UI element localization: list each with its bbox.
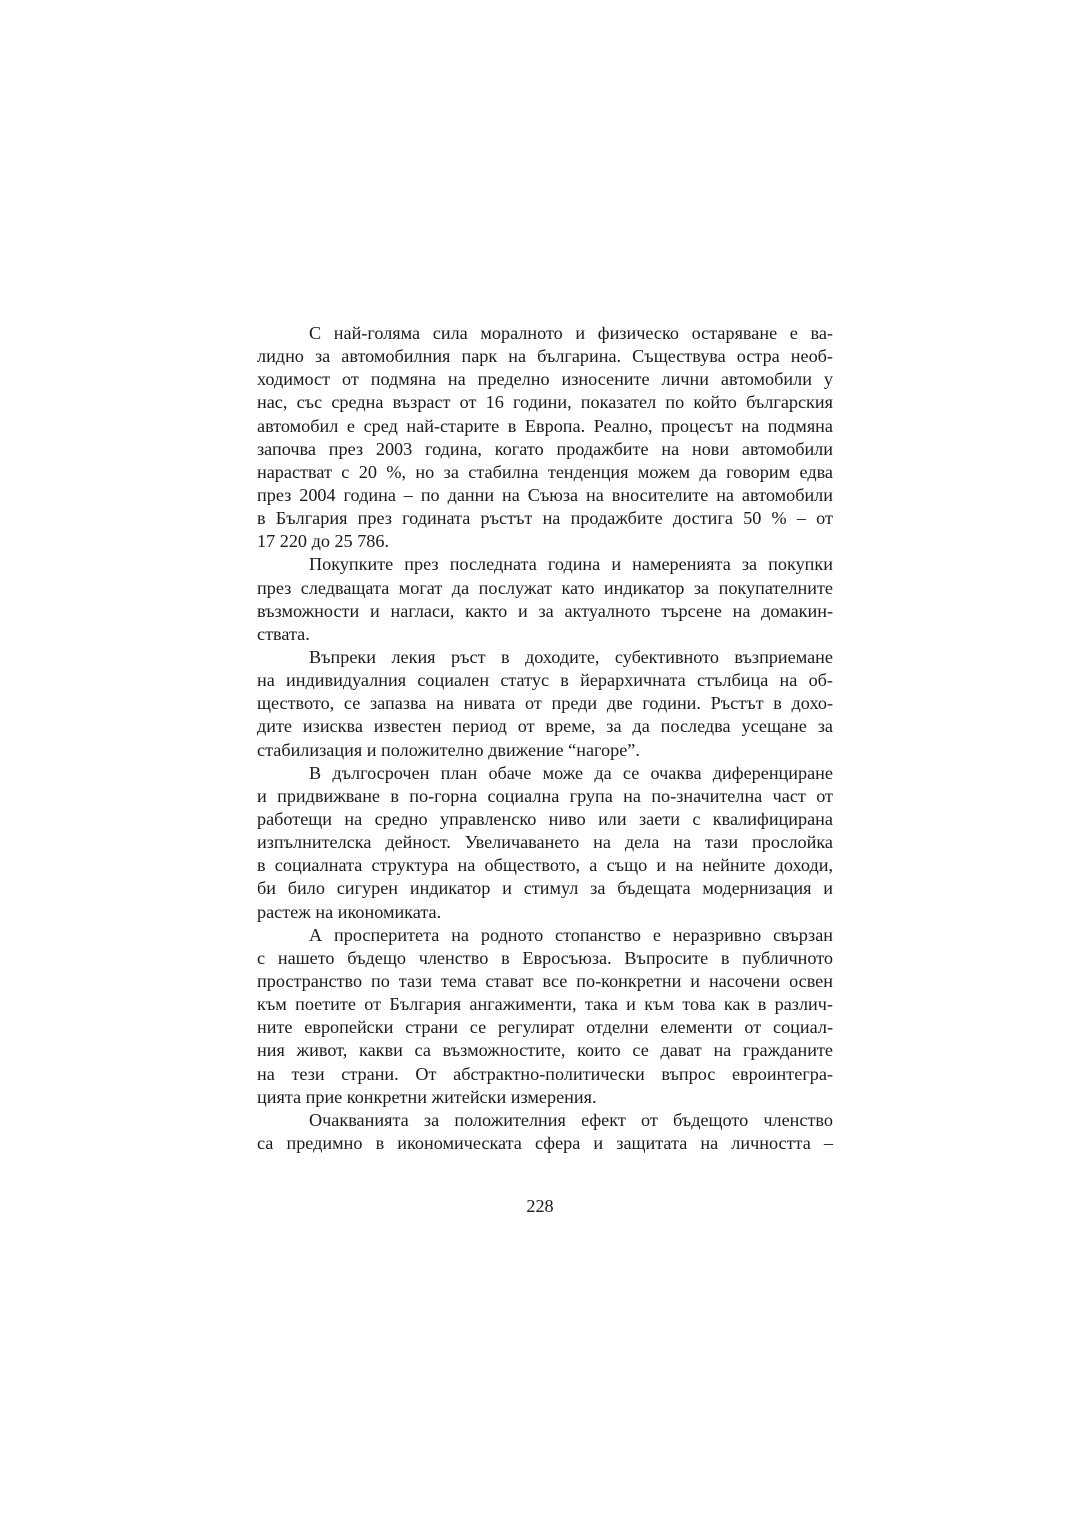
paragraph [257,646,833,762]
text-line: автомобил е сред най-старите в Европа. Реално, процесът на подмяна [257,415,833,436]
text-line: пространство по тази тема стават все по-конкретни и насочени освен [257,970,833,991]
text-line: са предимно в икономическата сфера и защитата на личността – [257,1132,833,1153]
text-line: В дългосрочен план обаче може да се очаква диференциране [309,762,833,783]
text-line: Очакванията за положителния ефект от бъдещото членство [309,1109,833,1130]
text-line: би било сигурен индикатор и стимул за бъдещата модернизация и [257,878,833,899]
text-line: към поетите от България ангажименти, така и към това как в различ- [257,994,833,1015]
text-line: нас, със средна възраст от 16 години, показател по който българския [257,392,833,413]
text-line: цията прие конкретни житейски измерения. [257,1086,597,1107]
text-line: през 2004 година – по данни на Съюза на вносителите на автомобили [257,484,833,505]
paragraph [257,553,833,646]
text-line: нарастват с 20 %, но за стабилна тенденция можем да говорим едва [257,461,833,482]
text-line: работещи на средно управленско ниво или заети с квалифицирана [257,808,833,829]
text-line: през следващата могат да послужат като индикатор за покупателните [257,577,833,598]
paragraph [257,924,833,1109]
text-line: на тези страни. От абстрактно-политически въпрос евроинтегра- [257,1063,833,1084]
text-line: в България през годината ръстът на продажбите достига 50 % – от [257,508,833,529]
text-line: С най-голяма сила моралното и физическо остаряване е ва- [309,323,833,343]
text-line: Покупките през последната година и намеренията за покупки [309,554,833,575]
text-line: с нашето бъдещо членство в Евросъюза. Въпросите в публичното [257,947,833,968]
text-line: ществото, се запазва на нивата от преди две години. Ръстът в дохо- [257,693,833,714]
text-line: възможности и нагласи, както и за актуалното търсене на домакин- [257,600,833,621]
paragraph [257,1109,833,1155]
text-line: ствата. [257,623,310,644]
text-line: лидно за автомобилния парк на българина. Съществува остра необ- [257,346,833,367]
text-line: стабилизация и положително движение “нагоре”. [257,739,640,760]
text-line: Въпреки лекия ръст в доходите, субективното възприемане [309,646,833,667]
text-line: и придвижване в по-горна социална група на по-значителна част от [257,785,833,806]
body-text [257,322,833,1155]
text-line: дите изисква известен период от време, за да последва усещане за [257,716,833,737]
text-line: ните европейски страни се регулират отделни елементи от социал- [257,1017,833,1038]
paragraph [257,762,833,924]
text-line: изпълнителска дейност. Увеличаването на дела на тази прослойка [257,832,833,853]
text-line: 17 220 до 25 786. [257,531,390,552]
text-line: А просперитета на родното стопанство е неразривно свързан [309,924,833,945]
text-line: ния живот, какви са възможностите, които се дават на гражданите [257,1040,833,1061]
text-line: растеж на икономиката. [257,901,442,922]
text-line: ходимост от подмяна на пределно износените лични автомобили у [257,369,833,390]
text-line: на индивидуалния социален статус в йерархичната стълбица на об- [257,670,833,691]
paragraph [257,322,833,553]
page-number: 228 [526,1196,554,1216]
text-line: в социалната структура на обществото, а също и на нейните доходи, [257,855,833,876]
text-line: започва през 2003 година, когато продажбите на нови автомобили [257,438,833,459]
